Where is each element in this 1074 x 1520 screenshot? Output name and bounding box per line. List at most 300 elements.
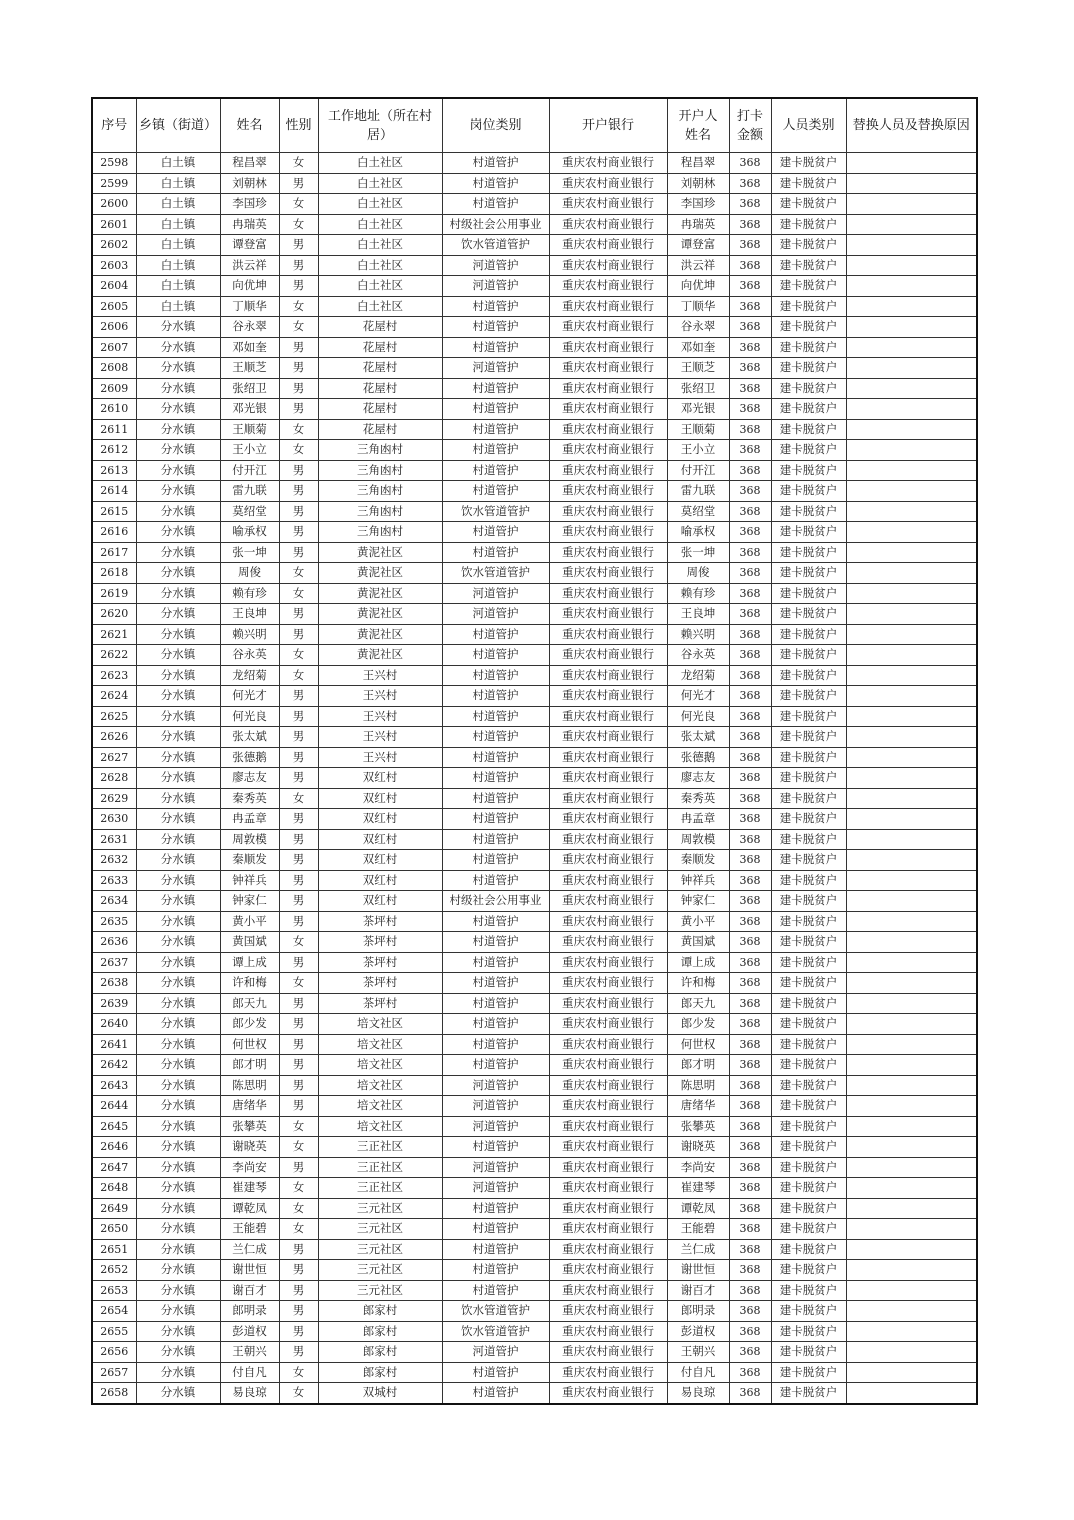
cell-bank: 重庆农村商业银行 bbox=[549, 747, 667, 768]
cell-gender: 男 bbox=[279, 1075, 318, 1096]
cell-holder: 廖志友 bbox=[667, 768, 729, 789]
cell-post: 村道管护 bbox=[442, 481, 549, 502]
cell-town: 白土镇 bbox=[136, 194, 220, 215]
cell-seq: 2611 bbox=[92, 419, 136, 440]
cell-replacement bbox=[846, 1301, 977, 1322]
cell-replacement bbox=[846, 378, 977, 399]
cell-bank: 重庆农村商业银行 bbox=[549, 317, 667, 338]
cell-gender: 男 bbox=[279, 1014, 318, 1035]
cell-amount: 368 bbox=[729, 1096, 771, 1117]
table-row bbox=[92, 1321, 977, 1342]
cell-amount: 368 bbox=[729, 317, 771, 338]
cell-amount: 368 bbox=[729, 1362, 771, 1383]
header-name: 姓名 bbox=[220, 98, 279, 153]
cell-post: 村道管护 bbox=[442, 542, 549, 563]
cell-replacement bbox=[846, 1260, 977, 1281]
cell-post: 饮水管道管护 bbox=[442, 501, 549, 522]
cell-replacement bbox=[846, 911, 977, 932]
cell-seq: 2614 bbox=[92, 481, 136, 502]
cell-bank: 重庆农村商业银行 bbox=[549, 1178, 667, 1199]
header-replacement: 替换人员及替换原因 bbox=[846, 98, 977, 153]
cell-gender: 男 bbox=[279, 706, 318, 727]
cell-name: 王能碧 bbox=[220, 1219, 279, 1240]
cell-replacement bbox=[846, 1362, 977, 1383]
cell-seq: 2655 bbox=[92, 1321, 136, 1342]
cell-town: 分水镇 bbox=[136, 460, 220, 481]
cell-seq: 2656 bbox=[92, 1342, 136, 1363]
cell-gender: 女 bbox=[279, 665, 318, 686]
cell-seq: 2606 bbox=[92, 317, 136, 338]
cell-bank: 重庆农村商业银行 bbox=[549, 296, 667, 317]
cell-town: 分水镇 bbox=[136, 1383, 220, 1404]
cell-holder: 张攀英 bbox=[667, 1116, 729, 1137]
cell-bank: 重庆农村商业银行 bbox=[549, 604, 667, 625]
cell-category: 建卡脱贫户 bbox=[771, 624, 846, 645]
cell-post: 河道管护 bbox=[442, 358, 549, 379]
cell-seq: 2609 bbox=[92, 378, 136, 399]
cell-address: 王兴村 bbox=[318, 747, 442, 768]
cell-address: 花屋村 bbox=[318, 358, 442, 379]
cell-bank: 重庆农村商业银行 bbox=[549, 522, 667, 543]
cell-post: 河道管护 bbox=[442, 604, 549, 625]
cell-town: 分水镇 bbox=[136, 829, 220, 850]
cell-gender: 女 bbox=[279, 1178, 318, 1199]
cell-address: 双红村 bbox=[318, 870, 442, 891]
cell-amount: 368 bbox=[729, 1219, 771, 1240]
cell-seq: 2632 bbox=[92, 850, 136, 871]
cell-town: 分水镇 bbox=[136, 1034, 220, 1055]
cell-address: 茶坪村 bbox=[318, 973, 442, 994]
cell-bank: 重庆农村商业银行 bbox=[549, 665, 667, 686]
cell-post: 河道管护 bbox=[442, 1116, 549, 1137]
cell-category: 建卡脱贫户 bbox=[771, 1075, 846, 1096]
cell-amount: 368 bbox=[729, 1239, 771, 1260]
table-body bbox=[92, 153, 977, 1404]
cell-gender: 男 bbox=[279, 911, 318, 932]
header-row bbox=[92, 98, 977, 153]
cell-holder: 郎天九 bbox=[667, 993, 729, 1014]
table-row bbox=[92, 255, 977, 276]
cell-amount: 368 bbox=[729, 173, 771, 194]
cell-name: 崔建琴 bbox=[220, 1178, 279, 1199]
cell-town: 分水镇 bbox=[136, 645, 220, 666]
cell-bank: 重庆农村商业银行 bbox=[549, 1383, 667, 1404]
cell-name: 张德鹅 bbox=[220, 747, 279, 768]
table-row bbox=[92, 440, 977, 461]
cell-holder: 谢晓英 bbox=[667, 1137, 729, 1158]
cell-bank: 重庆农村商业银行 bbox=[549, 214, 667, 235]
cell-replacement bbox=[846, 235, 977, 256]
cell-holder: 周俊 bbox=[667, 563, 729, 584]
cell-category: 建卡脱贫户 bbox=[771, 1321, 846, 1342]
cell-category: 建卡脱贫户 bbox=[771, 1239, 846, 1260]
cell-replacement bbox=[846, 1178, 977, 1199]
cell-gender: 女 bbox=[279, 932, 318, 953]
cell-address: 黄泥社区 bbox=[318, 624, 442, 645]
cell-post: 河道管护 bbox=[442, 1157, 549, 1178]
cell-bank: 重庆农村商业银行 bbox=[549, 358, 667, 379]
cell-category: 建卡脱贫户 bbox=[771, 891, 846, 912]
cell-name: 周俊 bbox=[220, 563, 279, 584]
cell-seq: 2627 bbox=[92, 747, 136, 768]
cell-address: 郎家村 bbox=[318, 1321, 442, 1342]
table-row bbox=[92, 1096, 977, 1117]
table-row bbox=[92, 1219, 977, 1240]
cell-town: 分水镇 bbox=[136, 337, 220, 358]
cell-address: 三元社区 bbox=[318, 1280, 442, 1301]
cell-post: 村道管护 bbox=[442, 317, 549, 338]
cell-amount: 368 bbox=[729, 768, 771, 789]
cell-address: 花屋村 bbox=[318, 378, 442, 399]
cell-address: 白土社区 bbox=[318, 296, 442, 317]
cell-amount: 368 bbox=[729, 870, 771, 891]
cell-gender: 男 bbox=[279, 1301, 318, 1322]
cell-post: 饮水管道管护 bbox=[442, 563, 549, 584]
cell-name: 张绍卫 bbox=[220, 378, 279, 399]
cell-holder: 张太斌 bbox=[667, 727, 729, 748]
cell-category: 建卡脱贫户 bbox=[771, 399, 846, 420]
cell-amount: 368 bbox=[729, 563, 771, 584]
cell-category: 建卡脱贫户 bbox=[771, 604, 846, 625]
table-row bbox=[92, 153, 977, 174]
cell-amount: 368 bbox=[729, 337, 771, 358]
cell-replacement bbox=[846, 255, 977, 276]
cell-town: 分水镇 bbox=[136, 604, 220, 625]
cell-amount: 368 bbox=[729, 850, 771, 871]
cell-holder: 刘朝林 bbox=[667, 173, 729, 194]
cell-seq: 2600 bbox=[92, 194, 136, 215]
cell-name: 何光才 bbox=[220, 686, 279, 707]
header-bank: 开户银行 bbox=[549, 98, 667, 153]
cell-name: 王小立 bbox=[220, 440, 279, 461]
table-row bbox=[92, 460, 977, 481]
cell-seq: 2643 bbox=[92, 1075, 136, 1096]
cell-holder: 谢百才 bbox=[667, 1280, 729, 1301]
cell-replacement bbox=[846, 194, 977, 215]
cell-amount: 368 bbox=[729, 932, 771, 953]
cell-name: 谷永翠 bbox=[220, 317, 279, 338]
cell-replacement bbox=[846, 317, 977, 338]
cell-seq: 2644 bbox=[92, 1096, 136, 1117]
cell-seq: 2603 bbox=[92, 255, 136, 276]
cell-gender: 男 bbox=[279, 1280, 318, 1301]
cell-category: 建卡脱贫户 bbox=[771, 850, 846, 871]
cell-replacement bbox=[846, 214, 977, 235]
cell-replacement bbox=[846, 173, 977, 194]
table-row bbox=[92, 1362, 977, 1383]
cell-gender: 男 bbox=[279, 829, 318, 850]
cell-name: 谢世恒 bbox=[220, 1260, 279, 1281]
cell-category: 建卡脱贫户 bbox=[771, 501, 846, 522]
cell-holder: 程昌翠 bbox=[667, 153, 729, 174]
cell-holder: 付开江 bbox=[667, 460, 729, 481]
cell-category: 建卡脱贫户 bbox=[771, 235, 846, 256]
table-row bbox=[92, 686, 977, 707]
cell-address: 黄泥社区 bbox=[318, 563, 442, 584]
table-row bbox=[92, 419, 977, 440]
table-row bbox=[92, 481, 977, 502]
table-row bbox=[92, 1260, 977, 1281]
cell-category: 建卡脱贫户 bbox=[771, 460, 846, 481]
cell-address: 茶坪村 bbox=[318, 911, 442, 932]
cell-amount: 368 bbox=[729, 665, 771, 686]
cell-post: 村道管护 bbox=[442, 522, 549, 543]
cell-replacement bbox=[846, 645, 977, 666]
cell-amount: 368 bbox=[729, 153, 771, 174]
cell-name: 冉瑞英 bbox=[220, 214, 279, 235]
cell-replacement bbox=[846, 1075, 977, 1096]
cell-name: 李国珍 bbox=[220, 194, 279, 215]
cell-seq: 2618 bbox=[92, 563, 136, 584]
cell-gender: 男 bbox=[279, 768, 318, 789]
header-gender: 性别 bbox=[279, 98, 318, 153]
cell-address: 双红村 bbox=[318, 809, 442, 830]
cell-post: 村道管护 bbox=[442, 1219, 549, 1240]
cell-gender: 男 bbox=[279, 1055, 318, 1076]
cell-town: 分水镇 bbox=[136, 419, 220, 440]
cell-gender: 男 bbox=[279, 358, 318, 379]
cell-name: 廖志友 bbox=[220, 768, 279, 789]
cell-post: 村道管护 bbox=[442, 727, 549, 748]
table-row bbox=[92, 911, 977, 932]
cell-town: 分水镇 bbox=[136, 563, 220, 584]
cell-seq: 2650 bbox=[92, 1219, 136, 1240]
cell-bank: 重庆农村商业银行 bbox=[549, 768, 667, 789]
cell-town: 分水镇 bbox=[136, 481, 220, 502]
cell-amount: 368 bbox=[729, 214, 771, 235]
cell-address: 双红村 bbox=[318, 891, 442, 912]
cell-amount: 368 bbox=[729, 911, 771, 932]
cell-category: 建卡脱贫户 bbox=[771, 1014, 846, 1035]
cell-replacement bbox=[846, 747, 977, 768]
cell-replacement bbox=[846, 296, 977, 317]
cell-gender: 女 bbox=[279, 1383, 318, 1404]
table-row bbox=[92, 1116, 977, 1137]
cell-gender: 女 bbox=[279, 1137, 318, 1158]
cell-bank: 重庆农村商业银行 bbox=[549, 419, 667, 440]
cell-name: 王朝兴 bbox=[220, 1342, 279, 1363]
cell-replacement bbox=[846, 768, 977, 789]
cell-seq: 2621 bbox=[92, 624, 136, 645]
table-row bbox=[92, 870, 977, 891]
cell-category: 建卡脱贫户 bbox=[771, 522, 846, 543]
header-amount: 打卡金额 bbox=[729, 98, 771, 153]
cell-bank: 重庆农村商业银行 bbox=[549, 932, 667, 953]
cell-replacement bbox=[846, 399, 977, 420]
table-row bbox=[92, 829, 977, 850]
cell-replacement bbox=[846, 665, 977, 686]
cell-amount: 368 bbox=[729, 276, 771, 297]
cell-replacement bbox=[846, 1280, 977, 1301]
cell-address: 三正社区 bbox=[318, 1178, 442, 1199]
cell-post: 村道管护 bbox=[442, 624, 549, 645]
cell-replacement bbox=[846, 1116, 977, 1137]
cell-category: 建卡脱贫户 bbox=[771, 1260, 846, 1281]
cell-holder: 赖有珍 bbox=[667, 583, 729, 604]
cell-address: 花屋村 bbox=[318, 337, 442, 358]
cell-address: 白土社区 bbox=[318, 255, 442, 276]
cell-bank: 重庆农村商业银行 bbox=[549, 891, 667, 912]
cell-name: 兰仁成 bbox=[220, 1239, 279, 1260]
cell-replacement bbox=[846, 583, 977, 604]
cell-bank: 重庆农村商业银行 bbox=[549, 1219, 667, 1240]
cell-town: 分水镇 bbox=[136, 727, 220, 748]
cell-amount: 368 bbox=[729, 583, 771, 604]
cell-holder: 唐绪华 bbox=[667, 1096, 729, 1117]
cell-name: 黄小平 bbox=[220, 911, 279, 932]
cell-gender: 女 bbox=[279, 440, 318, 461]
cell-town: 白土镇 bbox=[136, 296, 220, 317]
cell-seq: 2634 bbox=[92, 891, 136, 912]
cell-gender: 男 bbox=[279, 399, 318, 420]
cell-seq: 2617 bbox=[92, 542, 136, 563]
cell-town: 分水镇 bbox=[136, 706, 220, 727]
table-row bbox=[92, 891, 977, 912]
cell-amount: 368 bbox=[729, 747, 771, 768]
cell-replacement bbox=[846, 932, 977, 953]
cell-bank: 重庆农村商业银行 bbox=[549, 952, 667, 973]
cell-bank: 重庆农村商业银行 bbox=[549, 173, 667, 194]
cell-amount: 368 bbox=[729, 358, 771, 379]
cell-address: 三正社区 bbox=[318, 1137, 442, 1158]
table-row bbox=[92, 809, 977, 830]
cell-post: 河道管护 bbox=[442, 1096, 549, 1117]
cell-category: 建卡脱贫户 bbox=[771, 1137, 846, 1158]
cell-category: 建卡脱贫户 bbox=[771, 1342, 846, 1363]
cell-holder: 钟祥兵 bbox=[667, 870, 729, 891]
cell-seq: 2636 bbox=[92, 932, 136, 953]
cell-name: 喻承权 bbox=[220, 522, 279, 543]
cell-name: 郎少发 bbox=[220, 1014, 279, 1035]
cell-town: 分水镇 bbox=[136, 542, 220, 563]
cell-amount: 368 bbox=[729, 952, 771, 973]
cell-post: 村道管护 bbox=[442, 399, 549, 420]
cell-holder: 何光良 bbox=[667, 706, 729, 727]
cell-holder: 兰仁成 bbox=[667, 1239, 729, 1260]
cell-holder: 王朝兴 bbox=[667, 1342, 729, 1363]
table-row bbox=[92, 173, 977, 194]
table-row bbox=[92, 706, 977, 727]
cell-seq: 2608 bbox=[92, 358, 136, 379]
cell-amount: 368 bbox=[729, 727, 771, 748]
cell-address: 三角凼村 bbox=[318, 440, 442, 461]
cell-post: 饮水管道管护 bbox=[442, 1321, 549, 1342]
cell-category: 建卡脱贫户 bbox=[771, 788, 846, 809]
cell-town: 分水镇 bbox=[136, 870, 220, 891]
cell-replacement bbox=[846, 563, 977, 584]
cell-replacement bbox=[846, 727, 977, 748]
cell-post: 村道管护 bbox=[442, 194, 549, 215]
cell-holder: 莫绍堂 bbox=[667, 501, 729, 522]
table-row bbox=[92, 542, 977, 563]
cell-gender: 女 bbox=[279, 296, 318, 317]
cell-holder: 李国珍 bbox=[667, 194, 729, 215]
cell-town: 分水镇 bbox=[136, 583, 220, 604]
table-row bbox=[92, 214, 977, 235]
cell-town: 分水镇 bbox=[136, 378, 220, 399]
cell-gender: 男 bbox=[279, 1034, 318, 1055]
cell-bank: 重庆农村商业银行 bbox=[549, 235, 667, 256]
cell-gender: 女 bbox=[279, 1198, 318, 1219]
cell-seq: 2599 bbox=[92, 173, 136, 194]
cell-post: 河道管护 bbox=[442, 255, 549, 276]
cell-post: 河道管护 bbox=[442, 1342, 549, 1363]
cell-post: 村道管护 bbox=[442, 1362, 549, 1383]
cell-bank: 重庆农村商业银行 bbox=[549, 460, 667, 481]
cell-holder: 邓光银 bbox=[667, 399, 729, 420]
cell-seq: 2602 bbox=[92, 235, 136, 256]
cell-category: 建卡脱贫户 bbox=[771, 829, 846, 850]
cell-town: 分水镇 bbox=[136, 1096, 220, 1117]
cell-name: 王顺菊 bbox=[220, 419, 279, 440]
cell-address: 郎家村 bbox=[318, 1362, 442, 1383]
cell-amount: 368 bbox=[729, 604, 771, 625]
table-row bbox=[92, 296, 977, 317]
cell-town: 分水镇 bbox=[136, 1014, 220, 1035]
table-row bbox=[92, 337, 977, 358]
cell-holder: 付自凡 bbox=[667, 1362, 729, 1383]
cell-address: 培文社区 bbox=[318, 1075, 442, 1096]
cell-holder: 冉瑞英 bbox=[667, 214, 729, 235]
table-row bbox=[92, 952, 977, 973]
cell-replacement bbox=[846, 1383, 977, 1404]
cell-amount: 368 bbox=[729, 460, 771, 481]
table-row bbox=[92, 235, 977, 256]
cell-town: 分水镇 bbox=[136, 850, 220, 871]
cell-gender: 男 bbox=[279, 1157, 318, 1178]
cell-address: 黄泥社区 bbox=[318, 604, 442, 625]
cell-name: 刘朝林 bbox=[220, 173, 279, 194]
cell-category: 建卡脱贫户 bbox=[771, 1034, 846, 1055]
cell-address: 三元社区 bbox=[318, 1198, 442, 1219]
cell-town: 分水镇 bbox=[136, 686, 220, 707]
cell-town: 白土镇 bbox=[136, 153, 220, 174]
header-town: 乡镇（街道） bbox=[136, 98, 220, 153]
cell-address: 王兴村 bbox=[318, 706, 442, 727]
cell-category: 建卡脱贫户 bbox=[771, 1157, 846, 1178]
cell-gender: 女 bbox=[279, 1116, 318, 1137]
table-row bbox=[92, 1198, 977, 1219]
cell-holder: 冉孟章 bbox=[667, 809, 729, 830]
cell-category: 建卡脱贫户 bbox=[771, 911, 846, 932]
table-row bbox=[92, 1014, 977, 1035]
cell-amount: 368 bbox=[729, 235, 771, 256]
cell-gender: 男 bbox=[279, 604, 318, 625]
cell-bank: 重庆农村商业银行 bbox=[549, 440, 667, 461]
table-row bbox=[92, 522, 977, 543]
cell-address: 郎家村 bbox=[318, 1301, 442, 1322]
cell-category: 建卡脱贫户 bbox=[771, 563, 846, 584]
cell-bank: 重庆农村商业银行 bbox=[549, 153, 667, 174]
cell-category: 建卡脱贫户 bbox=[771, 1198, 846, 1219]
cell-replacement bbox=[846, 1342, 977, 1363]
cell-address: 茶坪村 bbox=[318, 952, 442, 973]
cell-seq: 2630 bbox=[92, 809, 136, 830]
cell-gender: 男 bbox=[279, 1096, 318, 1117]
cell-holder: 赖兴明 bbox=[667, 624, 729, 645]
cell-address: 白土社区 bbox=[318, 276, 442, 297]
cell-town: 分水镇 bbox=[136, 665, 220, 686]
cell-bank: 重庆农村商业银行 bbox=[549, 809, 667, 830]
cell-seq: 2625 bbox=[92, 706, 136, 727]
cell-amount: 368 bbox=[729, 624, 771, 645]
cell-town: 分水镇 bbox=[136, 1055, 220, 1076]
cell-replacement bbox=[846, 358, 977, 379]
cell-address: 郎家村 bbox=[318, 1342, 442, 1363]
cell-amount: 368 bbox=[729, 973, 771, 994]
cell-post: 村道管护 bbox=[442, 952, 549, 973]
cell-gender: 男 bbox=[279, 870, 318, 891]
